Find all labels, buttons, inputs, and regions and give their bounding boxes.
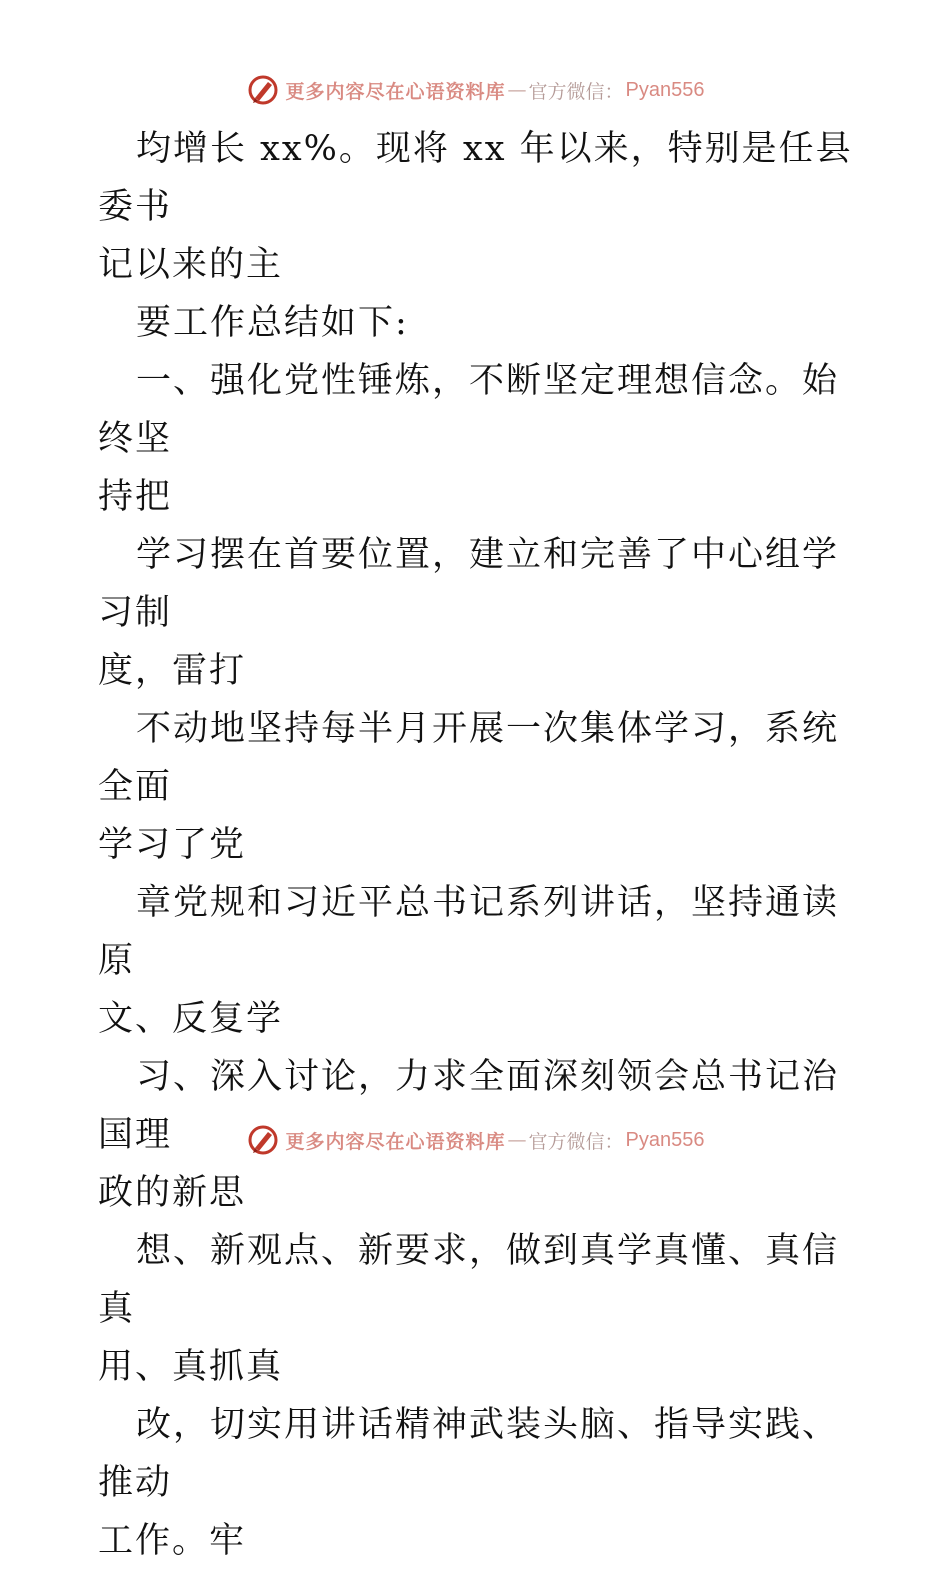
paragraph: 想、新观点、新要求，做到真学真懂、真信真 用、真抓真	[98, 1231, 840, 1387]
footer-watermark	[0, 1120, 950, 1160]
pen-logo-icon	[246, 1123, 280, 1157]
watermark-dash: —	[507, 79, 527, 101]
watermark-main-text: 更多内容尽在心语资料库	[285, 1130, 506, 1153]
paragraph: 均增长 xx%。现将 xx 年以来，特别是任县委书 记以来的主	[98, 129, 853, 285]
watermark-dash: —	[507, 1129, 527, 1151]
paragraph: 一、强化党性锤炼，不断坚定理想信念。始终坚 持把	[98, 361, 840, 517]
header-watermark	[0, 70, 950, 110]
pen-logo-icon	[246, 73, 280, 107]
paragraph: 学习摆在首要位置，建立和完善了中心组学习制 度，雷打	[98, 535, 840, 691]
watermark-handle: Pyan556	[625, 1128, 705, 1151]
watermark-main-text: 更多内容尽在心语资料库	[285, 80, 506, 103]
paragraph: 章党规和习近平总书记系列讲话，坚持通读原 文、反复学	[98, 883, 840, 1039]
watermark-label: 官方微信：	[528, 80, 624, 103]
paragraph: 改，切实用讲话精神武装头脑、指导实践、推动 工作。牢	[98, 1405, 840, 1561]
paragraph: 要工作总结如下:	[136, 303, 409, 343]
paragraph: 习、深入讨论，力求全面深刻领会总书记治国理 政的新思	[98, 1057, 840, 1213]
watermark-label: 官方微信：	[528, 1130, 624, 1153]
paragraph: 不动地坚持每半月开展一次集体学习，系统全面 学习了党	[98, 709, 840, 865]
document-body	[98, 120, 858, 1570]
watermark-handle: Pyan556	[625, 78, 705, 101]
